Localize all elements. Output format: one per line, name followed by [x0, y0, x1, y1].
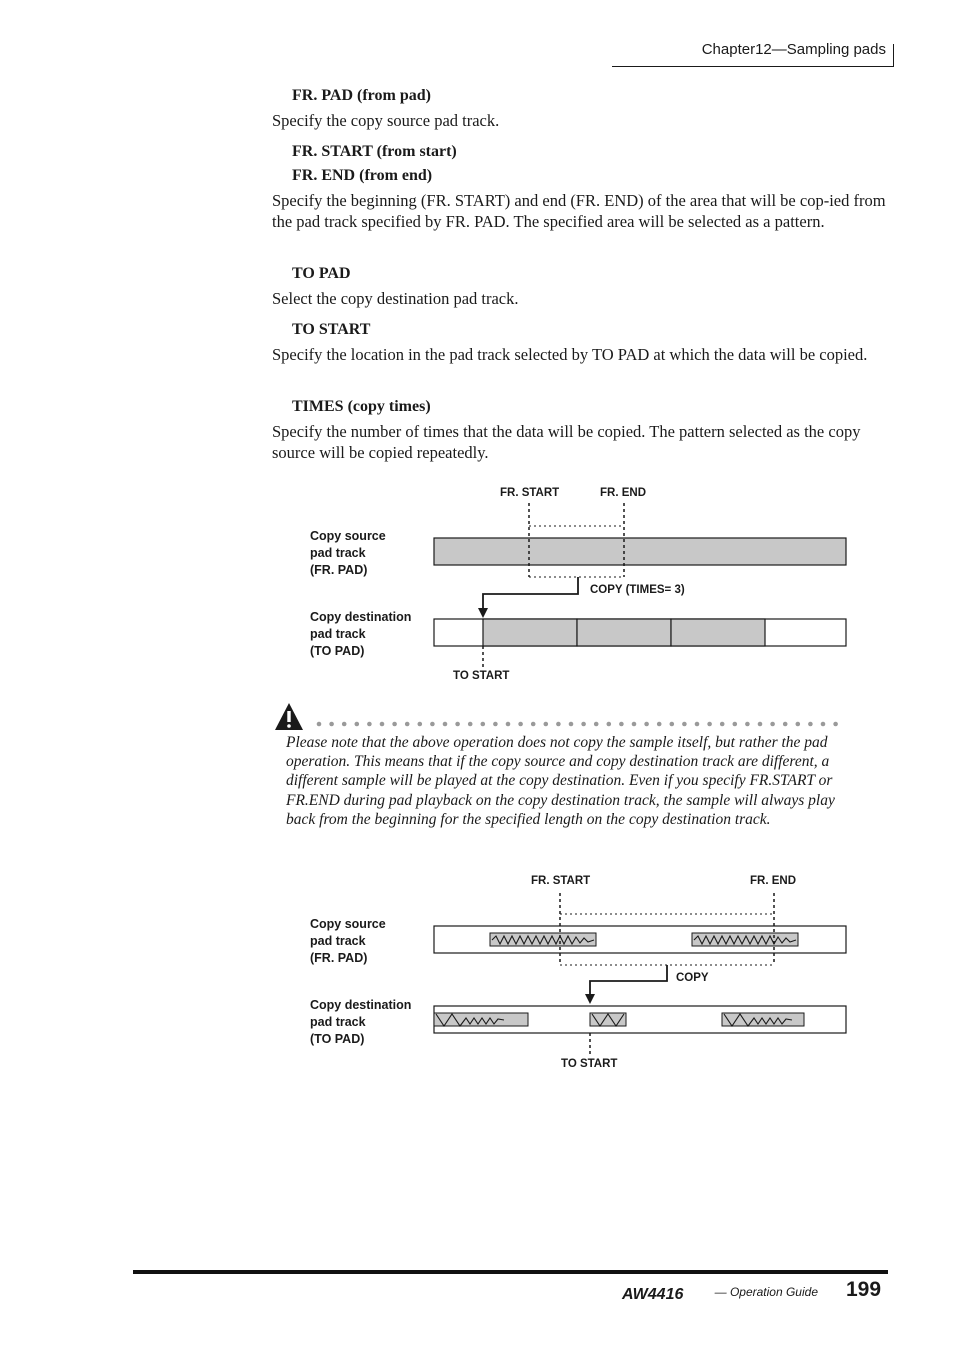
- note-dot: [733, 722, 738, 727]
- note-dot: [430, 722, 435, 727]
- d1-source-track: [434, 538, 846, 565]
- d1-copy-label: COPY (TIMES= 3): [590, 584, 685, 596]
- note-dot: [695, 722, 700, 727]
- note-dot: [644, 722, 649, 727]
- heading-fr-start: FR. START (from start): [292, 143, 457, 160]
- d1-fr-start-label: FR. START: [500, 487, 560, 499]
- d2-to-start-label: TO START: [561, 1058, 618, 1070]
- d1-dest-line3: (TO PAD): [310, 644, 365, 658]
- d2-copy-arrowhead: [585, 994, 595, 1004]
- d1-source-line2: pad track: [310, 546, 366, 560]
- note-dot: [707, 722, 712, 727]
- d1-copy-3: [671, 619, 765, 646]
- d1-dest-line2: pad track: [310, 627, 366, 641]
- note-dot: [821, 722, 826, 727]
- note-dot: [367, 722, 372, 727]
- note-dot: [468, 722, 473, 727]
- note-dot: [758, 722, 763, 727]
- footer-guide-text: — Operation Guide: [714, 1285, 818, 1299]
- note-dot: [783, 722, 788, 727]
- note-dot: [682, 722, 687, 727]
- note-dot: [455, 722, 460, 727]
- chapter-header: Chapter12—Sampling pads: [701, 41, 886, 58]
- note-dot: [556, 722, 561, 727]
- note-dot: [796, 722, 801, 727]
- d1-source-line1: Copy source: [310, 529, 386, 543]
- d2-dest-line2: pad track: [310, 1015, 366, 1029]
- note-dot: [720, 722, 725, 727]
- d1-to-start-label: TO START: [453, 670, 510, 682]
- d2-source-line2: pad track: [310, 934, 366, 948]
- note-dot: [833, 722, 838, 727]
- note-dot: [569, 722, 574, 727]
- d2-copy-arrow-line: [590, 965, 667, 996]
- warning-icon: [275, 703, 303, 730]
- note-dot: [392, 722, 397, 727]
- note-dot: [493, 722, 498, 727]
- heading-to-start: TO START: [292, 321, 371, 338]
- note-dot: [544, 722, 549, 727]
- note-dot: [518, 722, 523, 727]
- note-dot: [670, 722, 675, 727]
- d1-copy-1: [483, 619, 577, 646]
- d1-copy-arrow-line: [483, 577, 578, 610]
- body-fr-start-end: Specify the beginning (FR. START) and end (FR. END) of the area that will be cop-ied from the pad track specified by FR. PAD. The specified area will be selected as a pattern.: [272, 191, 886, 231]
- heading-fr-pad: FR. PAD (from pad): [292, 87, 431, 104]
- note-dot: [355, 722, 360, 727]
- footer-product-logo: AW4416: [622, 1286, 684, 1303]
- d2-source-line3: (FR. PAD): [310, 951, 368, 965]
- note-dot: [770, 722, 775, 727]
- footer-rule: [133, 1270, 888, 1274]
- note-dotted-rule: [317, 722, 838, 727]
- note-dot: [481, 722, 486, 727]
- heading-to-pad: TO PAD: [292, 265, 351, 282]
- body-to-start: Specify the location in the pad track selected by TO PAD at which the data will be copied.: [272, 345, 868, 364]
- diagram2-graphics: [434, 893, 846, 1056]
- d2-dest-line3: (TO PAD): [310, 1032, 365, 1046]
- note-dot: [443, 722, 448, 727]
- d1-source-line3: (FR. PAD): [310, 563, 368, 577]
- d1-copy-2: [577, 619, 671, 646]
- diagram1-graphics: [434, 503, 846, 668]
- d2-dest-label: [310, 997, 411, 1048]
- body-times: Specify the number of times that the data will be copied. The pattern selected as the copy source will be copied repeatedly.: [272, 422, 861, 462]
- body-to-pad: Select the copy destination pad track.: [272, 289, 519, 308]
- body-fr-pad: Specify the copy source pad track.: [272, 111, 500, 130]
- note-dot: [581, 722, 586, 727]
- d2-source-line1: Copy source: [310, 917, 386, 931]
- d1-dest-line1: Copy destination: [310, 610, 412, 624]
- note-dot: [342, 722, 347, 727]
- note-dot: [632, 722, 637, 727]
- note-text: Please note that the above operation does not copy the sample itself, but rather the pad operation. This means that if the copy source and copy destination track are different, a different sample will be played at the copy destination. Even if you specify FR.START or FR.END during pad playback on the copy destination track, the sample will always play back from the beginning for the specified length on the copy destination track.: [286, 734, 835, 828]
- d2-fr-end-label: FR. END: [750, 875, 796, 887]
- d2-fr-start-label: FR. START: [531, 875, 591, 887]
- d1-copy-arrowhead: [478, 608, 488, 618]
- note-dot: [619, 722, 624, 727]
- note-dot: [506, 722, 511, 727]
- note-dot: [531, 722, 536, 727]
- page-number: 199: [846, 1278, 882, 1301]
- heading-times: TIMES (copy times): [292, 398, 431, 415]
- note-dot: [380, 722, 385, 727]
- d2-dest-line1: Copy destination: [310, 998, 412, 1012]
- d2-source-label: [310, 916, 386, 967]
- heading-fr-end: FR. END (from end): [292, 167, 433, 184]
- note-dot: [405, 722, 410, 727]
- note-dot: [594, 722, 599, 727]
- d1-fr-end-label: FR. END: [600, 487, 646, 499]
- note-dot: [418, 722, 423, 727]
- note-dot: [657, 722, 662, 727]
- d2-copy-label: COPY: [676, 972, 709, 984]
- note-dot: [329, 722, 334, 727]
- note-dot: [607, 722, 612, 727]
- note-dot: [317, 722, 322, 727]
- note-dot: [745, 722, 750, 727]
- note-dot: [808, 722, 813, 727]
